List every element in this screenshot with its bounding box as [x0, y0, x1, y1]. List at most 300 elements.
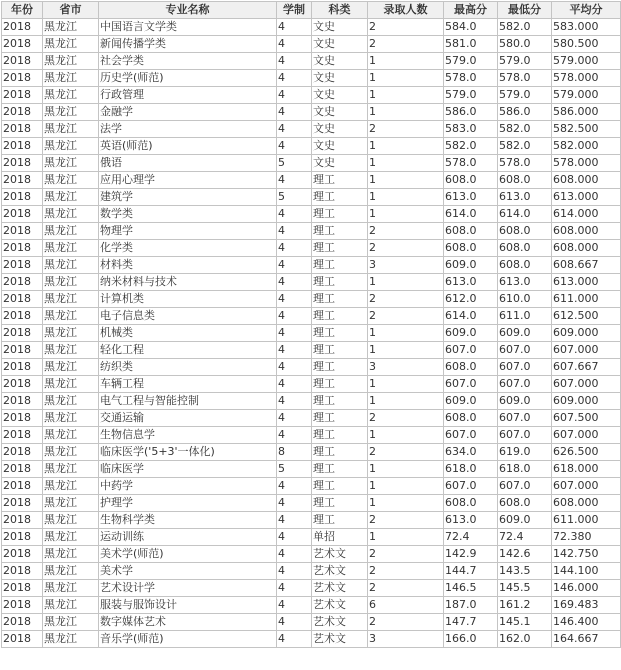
- cell-year: 2018: [2, 478, 43, 495]
- cell-major: 数学类: [99, 206, 277, 223]
- cell-major: 临床医学('5+3'一体化): [99, 444, 277, 461]
- cell-duration: 4: [277, 291, 312, 308]
- cell-min-score: 582.0: [498, 138, 552, 155]
- cell-min-score: 607.0: [498, 359, 552, 376]
- cell-year: 2018: [2, 495, 43, 512]
- cell-min-score: 579.0: [498, 53, 552, 70]
- cell-admitted-count: 1: [368, 461, 444, 478]
- cell-min-score: 613.0: [498, 274, 552, 291]
- cell-max-score: 578.0: [444, 70, 498, 87]
- cell-max-score: 146.5: [444, 580, 498, 597]
- cell-min-score: 614.0: [498, 206, 552, 223]
- cell-major: 运动训练: [99, 529, 277, 546]
- cell-admitted-count: 6: [368, 597, 444, 614]
- cell-avg-score: 609.000: [552, 393, 621, 410]
- cell-province: 黑龙江: [43, 19, 99, 36]
- table-row: [2, 342, 621, 359]
- cell-max-score: 166.0: [444, 631, 498, 648]
- cell-category: 单招: [312, 529, 368, 546]
- cell-max-score: 579.0: [444, 87, 498, 104]
- cell-max-score: 612.0: [444, 291, 498, 308]
- cell-category: 理工: [312, 223, 368, 240]
- table-row: [2, 495, 621, 512]
- cell-avg-score: 582.500: [552, 121, 621, 138]
- cell-admitted-count: 1: [368, 189, 444, 206]
- cell-avg-score: 608.667: [552, 257, 621, 274]
- cell-duration: 4: [277, 53, 312, 70]
- cell-duration: 4: [277, 410, 312, 427]
- cell-category: 艺术文: [312, 546, 368, 563]
- cell-province: 黑龙江: [43, 563, 99, 580]
- cell-min-score: 586.0: [498, 104, 552, 121]
- header-admitted-count: 录取人数: [368, 2, 444, 19]
- cell-admitted-count: 1: [368, 427, 444, 444]
- cell-avg-score: 607.000: [552, 478, 621, 495]
- cell-admitted-count: 2: [368, 240, 444, 257]
- cell-year: 2018: [2, 291, 43, 308]
- cell-duration: 4: [277, 597, 312, 614]
- cell-major: 美术学: [99, 563, 277, 580]
- cell-province: 黑龙江: [43, 138, 99, 155]
- cell-major: 艺术设计学: [99, 580, 277, 597]
- cell-duration: 4: [277, 138, 312, 155]
- cell-admitted-count: 2: [368, 36, 444, 53]
- cell-min-score: 607.0: [498, 478, 552, 495]
- cell-province: 黑龙江: [43, 529, 99, 546]
- cell-duration: 4: [277, 631, 312, 648]
- cell-avg-score: 579.000: [552, 53, 621, 70]
- table-row: [2, 172, 621, 189]
- cell-min-score: 162.0: [498, 631, 552, 648]
- cell-year: 2018: [2, 308, 43, 325]
- cell-province: 黑龙江: [43, 597, 99, 614]
- cell-major: 社会学类: [99, 53, 277, 70]
- cell-admitted-count: 2: [368, 223, 444, 240]
- cell-major: 生物信息学: [99, 427, 277, 444]
- cell-min-score: 579.0: [498, 87, 552, 104]
- cell-year: 2018: [2, 376, 43, 393]
- cell-min-score: 582.0: [498, 19, 552, 36]
- header-row: [2, 2, 621, 19]
- table-row: [2, 631, 621, 648]
- cell-major: 服装与服饰设计: [99, 597, 277, 614]
- cell-duration: 4: [277, 223, 312, 240]
- cell-min-score: 609.0: [498, 325, 552, 342]
- cell-year: 2018: [2, 223, 43, 240]
- cell-duration: 5: [277, 189, 312, 206]
- cell-admitted-count: 1: [368, 376, 444, 393]
- cell-major: 临床医学: [99, 461, 277, 478]
- cell-admitted-count: 3: [368, 257, 444, 274]
- cell-province: 黑龙江: [43, 36, 99, 53]
- cell-max-score: 613.0: [444, 512, 498, 529]
- cell-year: 2018: [2, 444, 43, 461]
- cell-min-score: 609.0: [498, 512, 552, 529]
- cell-major: 化学类: [99, 240, 277, 257]
- cell-min-score: 619.0: [498, 444, 552, 461]
- cell-admitted-count: 2: [368, 512, 444, 529]
- cell-category: 艺术文: [312, 580, 368, 597]
- cell-admitted-count: 1: [368, 495, 444, 512]
- cell-min-score: 143.5: [498, 563, 552, 580]
- cell-year: 2018: [2, 546, 43, 563]
- table-row: [2, 512, 621, 529]
- cell-province: 黑龙江: [43, 240, 99, 257]
- cell-province: 黑龙江: [43, 189, 99, 206]
- cell-category: 文史: [312, 155, 368, 172]
- cell-major: 音乐学(师范): [99, 631, 277, 648]
- cell-province: 黑龙江: [43, 410, 99, 427]
- cell-province: 黑龙江: [43, 631, 99, 648]
- cell-duration: 5: [277, 155, 312, 172]
- cell-major: 纳米材料与技术: [99, 274, 277, 291]
- cell-major: 电子信息类: [99, 308, 277, 325]
- cell-min-score: 607.0: [498, 410, 552, 427]
- cell-avg-score: 142.750: [552, 546, 621, 563]
- header-min-score: 最低分: [498, 2, 552, 19]
- cell-admitted-count: 2: [368, 563, 444, 580]
- cell-province: 黑龙江: [43, 614, 99, 631]
- cell-category: 文史: [312, 36, 368, 53]
- cell-min-score: 610.0: [498, 291, 552, 308]
- cell-min-score: 72.4: [498, 529, 552, 546]
- cell-major: 英语(师范): [99, 138, 277, 155]
- cell-year: 2018: [2, 19, 43, 36]
- cell-avg-score: 146.400: [552, 614, 621, 631]
- cell-category: 理工: [312, 393, 368, 410]
- table-row: [2, 529, 621, 546]
- cell-year: 2018: [2, 206, 43, 223]
- cell-max-score: 578.0: [444, 155, 498, 172]
- cell-year: 2018: [2, 189, 43, 206]
- cell-major: 机械类: [99, 325, 277, 342]
- cell-max-score: 614.0: [444, 206, 498, 223]
- cell-province: 黑龙江: [43, 461, 99, 478]
- cell-min-score: 618.0: [498, 461, 552, 478]
- cell-category: 理工: [312, 427, 368, 444]
- cell-major: 新闻传播学类: [99, 36, 277, 53]
- table-row: [2, 104, 621, 121]
- cell-max-score: 583.0: [444, 121, 498, 138]
- cell-avg-score: 580.500: [552, 36, 621, 53]
- cell-max-score: 618.0: [444, 461, 498, 478]
- table-row: [2, 597, 621, 614]
- cell-min-score: 608.0: [498, 495, 552, 512]
- cell-min-score: 608.0: [498, 223, 552, 240]
- cell-major: 物理学: [99, 223, 277, 240]
- cell-max-score: 634.0: [444, 444, 498, 461]
- cell-category: 艺术文: [312, 597, 368, 614]
- table-row: [2, 240, 621, 257]
- cell-major: 电气工程与智能控制: [99, 393, 277, 410]
- cell-admitted-count: 2: [368, 580, 444, 597]
- cell-avg-score: 613.000: [552, 274, 621, 291]
- cell-avg-score: 612.500: [552, 308, 621, 325]
- cell-duration: 4: [277, 70, 312, 87]
- cell-province: 黑龙江: [43, 393, 99, 410]
- cell-admitted-count: 2: [368, 19, 444, 36]
- cell-avg-score: 169.483: [552, 597, 621, 614]
- cell-admitted-count: 1: [368, 274, 444, 291]
- cell-duration: 4: [277, 427, 312, 444]
- cell-avg-score: 607.000: [552, 427, 621, 444]
- cell-avg-score: 608.000: [552, 223, 621, 240]
- cell-duration: 4: [277, 240, 312, 257]
- cell-min-score: 609.0: [498, 393, 552, 410]
- cell-avg-score: 618.000: [552, 461, 621, 478]
- cell-max-score: 607.0: [444, 478, 498, 495]
- header-year: 年份: [2, 2, 43, 19]
- cell-max-score: 613.0: [444, 189, 498, 206]
- cell-year: 2018: [2, 529, 43, 546]
- cell-avg-score: 607.000: [552, 376, 621, 393]
- table-row: [2, 19, 621, 36]
- cell-category: 文史: [312, 19, 368, 36]
- cell-major: 金融学: [99, 104, 277, 121]
- cell-major: 交通运输: [99, 410, 277, 427]
- cell-province: 黑龙江: [43, 223, 99, 240]
- cell-year: 2018: [2, 325, 43, 342]
- cell-max-score: 614.0: [444, 308, 498, 325]
- cell-category: 理工: [312, 495, 368, 512]
- cell-avg-score: 579.000: [552, 87, 621, 104]
- cell-admitted-count: 1: [368, 172, 444, 189]
- cell-category: 文史: [312, 87, 368, 104]
- cell-admitted-count: 1: [368, 529, 444, 546]
- cell-province: 黑龙江: [43, 257, 99, 274]
- cell-avg-score: 626.500: [552, 444, 621, 461]
- cell-min-score: 582.0: [498, 121, 552, 138]
- cell-max-score: 608.0: [444, 223, 498, 240]
- cell-duration: 4: [277, 36, 312, 53]
- cell-category: 理工: [312, 172, 368, 189]
- cell-duration: 4: [277, 19, 312, 36]
- table-row: [2, 121, 621, 138]
- cell-year: 2018: [2, 36, 43, 53]
- cell-avg-score: 611.000: [552, 291, 621, 308]
- cell-avg-score: 614.000: [552, 206, 621, 223]
- table-row: [2, 359, 621, 376]
- table-row: [2, 427, 621, 444]
- cell-avg-score: 583.000: [552, 19, 621, 36]
- cell-avg-score: 608.000: [552, 172, 621, 189]
- cell-admitted-count: 1: [368, 393, 444, 410]
- table-row: [2, 223, 621, 240]
- cell-max-score: 607.0: [444, 427, 498, 444]
- cell-avg-score: 146.000: [552, 580, 621, 597]
- cell-duration: 4: [277, 495, 312, 512]
- cell-year: 2018: [2, 240, 43, 257]
- cell-province: 黑龙江: [43, 359, 99, 376]
- cell-province: 黑龙江: [43, 427, 99, 444]
- cell-province: 黑龙江: [43, 342, 99, 359]
- cell-avg-score: 609.000: [552, 325, 621, 342]
- cell-province: 黑龙江: [43, 512, 99, 529]
- table-row: [2, 206, 621, 223]
- cell-category: 理工: [312, 478, 368, 495]
- cell-duration: 4: [277, 121, 312, 138]
- cell-duration: 4: [277, 529, 312, 546]
- cell-admitted-count: 1: [368, 70, 444, 87]
- cell-year: 2018: [2, 87, 43, 104]
- cell-province: 黑龙江: [43, 376, 99, 393]
- table-row: [2, 70, 621, 87]
- cell-max-score: 608.0: [444, 359, 498, 376]
- table-row: [2, 257, 621, 274]
- cell-duration: 4: [277, 172, 312, 189]
- cell-category: 理工: [312, 206, 368, 223]
- cell-year: 2018: [2, 121, 43, 138]
- cell-category: 文史: [312, 104, 368, 121]
- table-row: [2, 325, 621, 342]
- cell-major: 法学: [99, 121, 277, 138]
- cell-major: 计算机类: [99, 291, 277, 308]
- cell-major: 行政管理: [99, 87, 277, 104]
- table-row: [2, 410, 621, 427]
- cell-avg-score: 607.667: [552, 359, 621, 376]
- cell-avg-score: 611.000: [552, 512, 621, 529]
- cell-year: 2018: [2, 393, 43, 410]
- cell-province: 黑龙江: [43, 444, 99, 461]
- cell-avg-score: 578.000: [552, 70, 621, 87]
- cell-year: 2018: [2, 427, 43, 444]
- cell-max-score: 584.0: [444, 19, 498, 36]
- cell-year: 2018: [2, 104, 43, 121]
- cell-min-score: 607.0: [498, 342, 552, 359]
- table-row: [2, 36, 621, 53]
- cell-duration: 5: [277, 461, 312, 478]
- cell-year: 2018: [2, 461, 43, 478]
- cell-category: 理工: [312, 461, 368, 478]
- table-row: [2, 53, 621, 70]
- table-row: [2, 478, 621, 495]
- cell-category: 理工: [312, 291, 368, 308]
- cell-year: 2018: [2, 563, 43, 580]
- cell-category: 文史: [312, 138, 368, 155]
- cell-duration: 4: [277, 376, 312, 393]
- cell-admitted-count: 1: [368, 478, 444, 495]
- cell-category: 理工: [312, 376, 368, 393]
- cell-year: 2018: [2, 580, 43, 597]
- cell-major: 生物科学类: [99, 512, 277, 529]
- cell-admitted-count: 3: [368, 631, 444, 648]
- cell-category: 艺术文: [312, 563, 368, 580]
- cell-province: 黑龙江: [43, 580, 99, 597]
- cell-duration: 4: [277, 359, 312, 376]
- cell-duration: 4: [277, 478, 312, 495]
- cell-duration: 4: [277, 512, 312, 529]
- cell-province: 黑龙江: [43, 325, 99, 342]
- cell-category: 理工: [312, 359, 368, 376]
- table-row: [2, 444, 621, 461]
- cell-category: 艺术文: [312, 614, 368, 631]
- cell-major: 纺织类: [99, 359, 277, 376]
- cell-max-score: 608.0: [444, 410, 498, 427]
- cell-duration: 4: [277, 87, 312, 104]
- cell-min-score: 145.5: [498, 580, 552, 597]
- cell-min-score: 613.0: [498, 189, 552, 206]
- cell-duration: 4: [277, 546, 312, 563]
- cell-major: 护理学: [99, 495, 277, 512]
- cell-year: 2018: [2, 155, 43, 172]
- cell-major: 中药学: [99, 478, 277, 495]
- cell-category: 文史: [312, 70, 368, 87]
- cell-major: 数字媒体艺术: [99, 614, 277, 631]
- cell-year: 2018: [2, 410, 43, 427]
- cell-year: 2018: [2, 614, 43, 631]
- table-row: [2, 393, 621, 410]
- cell-year: 2018: [2, 172, 43, 189]
- table-row: [2, 563, 621, 580]
- table-row: [2, 580, 621, 597]
- cell-admitted-count: 2: [368, 410, 444, 427]
- cell-duration: 8: [277, 444, 312, 461]
- table-row: [2, 138, 621, 155]
- cell-category: 文史: [312, 121, 368, 138]
- cell-category: 理工: [312, 342, 368, 359]
- header-max-score: 最高分: [444, 2, 498, 19]
- cell-avg-score: 144.100: [552, 563, 621, 580]
- cell-duration: 4: [277, 563, 312, 580]
- cell-admitted-count: 1: [368, 206, 444, 223]
- cell-admitted-count: 2: [368, 291, 444, 308]
- cell-admitted-count: 3: [368, 359, 444, 376]
- cell-province: 黑龙江: [43, 274, 99, 291]
- cell-min-score: 578.0: [498, 155, 552, 172]
- cell-avg-score: 607.500: [552, 410, 621, 427]
- cell-year: 2018: [2, 138, 43, 155]
- cell-duration: 4: [277, 342, 312, 359]
- cell-min-score: 578.0: [498, 70, 552, 87]
- cell-year: 2018: [2, 53, 43, 70]
- cell-max-score: 142.9: [444, 546, 498, 563]
- cell-admitted-count: 2: [368, 444, 444, 461]
- cell-category: 理工: [312, 410, 368, 427]
- cell-duration: 4: [277, 325, 312, 342]
- header-avg-score: 平均分: [552, 2, 621, 19]
- cell-admitted-count: 1: [368, 87, 444, 104]
- cell-max-score: 613.0: [444, 274, 498, 291]
- cell-avg-score: 578.000: [552, 155, 621, 172]
- cell-year: 2018: [2, 257, 43, 274]
- cell-admitted-count: 1: [368, 342, 444, 359]
- table-row: [2, 461, 621, 478]
- cell-max-score: 608.0: [444, 240, 498, 257]
- cell-admitted-count: 1: [368, 53, 444, 70]
- cell-max-score: 187.0: [444, 597, 498, 614]
- header-major: 专业名称: [99, 2, 277, 19]
- cell-admitted-count: 1: [368, 325, 444, 342]
- table-row: [2, 614, 621, 631]
- cell-min-score: 608.0: [498, 172, 552, 189]
- table-row: [2, 87, 621, 104]
- cell-year: 2018: [2, 512, 43, 529]
- cell-province: 黑龙江: [43, 291, 99, 308]
- cell-max-score: 147.7: [444, 614, 498, 631]
- cell-province: 黑龙江: [43, 121, 99, 138]
- cell-major: 美术学(师范): [99, 546, 277, 563]
- header-category: 科类: [312, 2, 368, 19]
- cell-avg-score: 164.667: [552, 631, 621, 648]
- cell-avg-score: 607.000: [552, 342, 621, 359]
- cell-category: 理工: [312, 257, 368, 274]
- cell-major: 材料类: [99, 257, 277, 274]
- table-row: [2, 189, 621, 206]
- cell-major: 轻化工程: [99, 342, 277, 359]
- cell-max-score: 609.0: [444, 325, 498, 342]
- cell-category: 理工: [312, 240, 368, 257]
- cell-province: 黑龙江: [43, 70, 99, 87]
